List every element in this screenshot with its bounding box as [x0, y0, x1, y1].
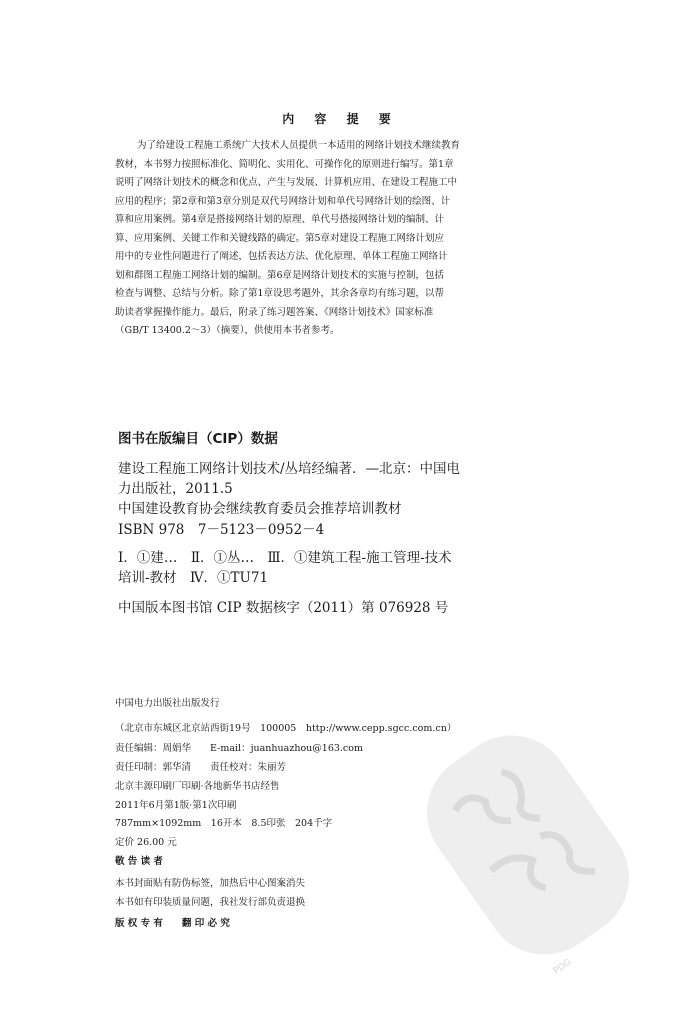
- publisher: 中国电力出版社出版发行: [115, 698, 220, 709]
- summary-line: 应用的程序；第2章和第3章分别是双代号网络计划和单代号网络计划的绘图、计: [115, 195, 451, 207]
- summary-line: 算和应用案例。第4章是搭接网络计划的原理、单代号搭接网络计划的编制、计: [115, 214, 445, 225]
- notice-line: 本书封面贴有防伪标签，加热后中心图案消失: [115, 878, 306, 889]
- watermark-stamp-icon: [398, 695, 658, 995]
- printer: 北京丰源印刷厂印刷·各地新华书店经售: [115, 781, 280, 792]
- watermark-label: PDG: [551, 957, 574, 977]
- responsible-editor: 责任编辑：周娟华 E-mail：juanhuazhou@163.com: [115, 743, 363, 754]
- notice-line: 本书如有印装质量问题，我社发行部负责退换: [115, 897, 306, 908]
- copyright-line: 版 权 专 有 翻 印 必 究: [115, 918, 230, 929]
- edition: 2011年6月第1版·第1次印刷: [115, 800, 237, 811]
- cip-record-number: 中国版本图书馆 CIP 数据核字（2011）第 076928 号: [118, 600, 449, 616]
- summary-line: 助读者掌握操作能力。最后，附录了练习题答案、《网络计划技术》国家标准: [115, 306, 434, 318]
- summary-line: 用中的专业性问题进行了阐述，包括表达方法、优化原理、单体工程施工网络计: [115, 251, 448, 262]
- summary-paragraph: [115, 137, 523, 341]
- price: 定价 26.00 元: [115, 837, 177, 848]
- cip-title-line: 建设工程施工网络计划技术/丛培经编著．—北京：中国电: [118, 461, 461, 477]
- printing-staff: 责任印制：郭华清 责任校对：朱丽芳: [115, 762, 287, 773]
- summary-line: 划和群图工程施工网络计划的编制。第6章是网络计划技术的实施与控制，包括: [115, 269, 445, 281]
- summary-line: 检查与调整、总结与分析。除了第1章设思考题外，其余各章均有练习题，以帮: [115, 288, 445, 299]
- book-format: 787mm×1092mm 16开本 8.5印张 204千字: [115, 818, 333, 829]
- summary-line: （GB/T 13400.2～3）（摘要），供使用本书者参考。: [115, 325, 340, 336]
- summary-title: 内 容 提 要: [282, 112, 399, 126]
- summary-line: 教材，本书努力按照标准化、简明化、实用化、可操作化的原则进行编写。第1章: [115, 158, 454, 170]
- summary-line: 算、应用案例、关键工作和关键线路的确定。第5章对建设工程施工网络计划应: [115, 232, 445, 244]
- publisher-address: （北京市东城区北京站西街19号 100005 http://www.cepp.sgcc.com.cn）: [115, 723, 457, 734]
- cip-classification: Ⅰ．①建… Ⅱ．①丛… Ⅲ．①建筑工程-施工管理-技术: [118, 550, 452, 566]
- cip-title-line: 力出版社，2011.5: [118, 481, 233, 497]
- watermark-seal: [403, 712, 652, 978]
- cip-series-line: 中国建设教育协会继续教育委员会推荐培训教材: [118, 501, 402, 517]
- notice-heading: 敬 告 读 者: [115, 856, 163, 867]
- summary-line: 说明了网络计划技术的概念和优点、产生与发展、计算机应用、在建设工程施工中: [115, 177, 458, 188]
- cip-isbn: ISBN 978 7－5123－0952－4: [118, 522, 325, 538]
- cip-classification: 培训-教材 Ⅳ．①TU71: [118, 570, 269, 586]
- cip-heading: 图书在版编目（CIP）数据: [118, 431, 278, 447]
- summary-line: 为了给建设工程施工系统广大技术人员提供一本适用的网络计划技术继续教育: [137, 140, 461, 151]
